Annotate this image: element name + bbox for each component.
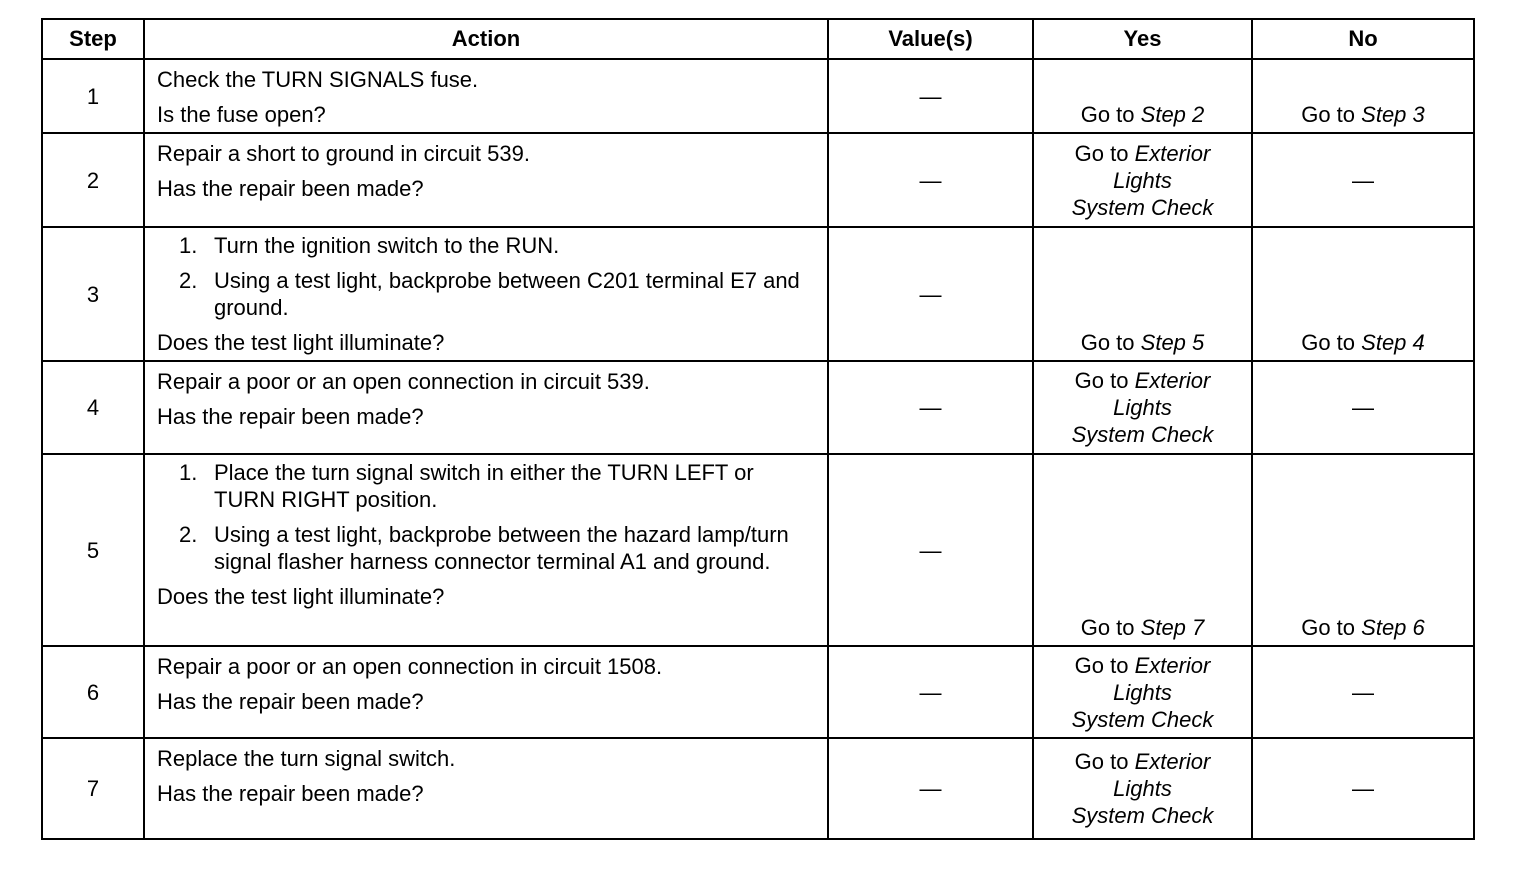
header-step: Step bbox=[42, 19, 144, 59]
goto-link[interactable]: Exterior bbox=[1134, 140, 1211, 166]
action-question: Has the repair been made? bbox=[157, 689, 424, 714]
step-number: 3 bbox=[42, 227, 144, 361]
step-number: 1 bbox=[42, 59, 144, 133]
substep-number: 1. bbox=[179, 233, 198, 258]
goto-link[interactable]: Lights bbox=[1113, 679, 1172, 705]
goto-link[interactable]: Exterior bbox=[1134, 368, 1211, 393]
action-cell bbox=[144, 646, 828, 738]
goto-prefix: Go to bbox=[1080, 330, 1135, 355]
goto-link[interactable]: Lights bbox=[1113, 167, 1172, 193]
no-cell bbox=[1252, 227, 1474, 361]
action-substep bbox=[157, 267, 815, 321]
no-cell: — bbox=[1252, 646, 1474, 738]
action-text: Check the TURN SIGNALS fuse. bbox=[157, 67, 479, 92]
table-row bbox=[42, 646, 1474, 738]
action-steps bbox=[157, 232, 815, 321]
action-question: Has the repair been made? bbox=[157, 176, 424, 201]
yes-cell bbox=[1033, 133, 1252, 227]
goto-prefix: Go to bbox=[1074, 749, 1129, 774]
value-cell: — bbox=[828, 454, 1033, 646]
table-row bbox=[42, 738, 1474, 839]
table-row bbox=[42, 361, 1474, 454]
goto-link[interactable]: Step 7 bbox=[1140, 615, 1205, 640]
table-row bbox=[42, 59, 1474, 133]
no-cell bbox=[1252, 454, 1474, 646]
yes-cell bbox=[1033, 361, 1252, 454]
step-number: 2 bbox=[42, 133, 144, 227]
goto-link[interactable]: Lights bbox=[1113, 395, 1172, 420]
goto-link[interactable]: Step 4 bbox=[1361, 330, 1425, 355]
substep-text: Turn the ignition switch to the RUN. bbox=[214, 233, 560, 258]
action-question: Has the repair been made? bbox=[157, 404, 424, 429]
goto-prefix: Go to bbox=[1074, 652, 1129, 678]
step-number: 5 bbox=[42, 454, 144, 646]
diagnostic-table bbox=[41, 18, 1475, 840]
action-substep bbox=[157, 232, 815, 259]
goto-prefix: Go to bbox=[1301, 102, 1356, 127]
goto-prefix: Go to bbox=[1080, 615, 1135, 640]
header-row bbox=[42, 19, 1474, 59]
step-number: 7 bbox=[42, 738, 144, 839]
table-row bbox=[42, 227, 1474, 361]
value-cell: — bbox=[828, 133, 1033, 227]
action-cell bbox=[144, 59, 828, 133]
header-values: Value(s) bbox=[828, 19, 1033, 59]
goto-prefix: Go to bbox=[1301, 615, 1356, 640]
yes-cell bbox=[1033, 227, 1252, 361]
action-cell bbox=[144, 227, 828, 361]
substep-text: Using a test light, backprobe between C201 terminal E7 and ground. bbox=[214, 268, 800, 320]
header-no: No bbox=[1252, 19, 1474, 59]
header-yes: Yes bbox=[1033, 19, 1252, 59]
table-row bbox=[42, 133, 1474, 227]
action-text: Repair a poor or an open connection in circuit 1508. bbox=[157, 654, 663, 679]
value-cell: — bbox=[828, 361, 1033, 454]
goto-link[interactable]: Step 3 bbox=[1361, 102, 1425, 127]
step-number: 6 bbox=[42, 646, 144, 738]
goto-link[interactable]: System Check bbox=[1071, 803, 1214, 828]
action-cell bbox=[144, 738, 828, 839]
substep-text: Using a test light, backprobe between the hazard lamp/turn signal flasher harness connector terminal A1 and ground. bbox=[214, 522, 789, 574]
yes-cell bbox=[1033, 454, 1252, 646]
table-row bbox=[42, 454, 1474, 646]
action-cell bbox=[144, 133, 828, 227]
goto-prefix: Go to bbox=[1074, 368, 1129, 393]
action-text: Repair a short to ground in circuit 539. bbox=[157, 141, 530, 166]
goto-link[interactable]: Exterior bbox=[1134, 749, 1211, 774]
goto-prefix: Go to bbox=[1080, 102, 1135, 127]
no-cell: — bbox=[1252, 361, 1474, 454]
goto-prefix: Go to bbox=[1301, 330, 1356, 355]
action-question: Has the repair been made? bbox=[157, 781, 424, 806]
goto-link[interactable]: Lights bbox=[1113, 776, 1172, 801]
value-cell: — bbox=[828, 646, 1033, 738]
goto-link[interactable]: Step 5 bbox=[1140, 330, 1205, 355]
header-action: Action bbox=[144, 19, 828, 59]
action-substep bbox=[157, 459, 815, 513]
value-cell: — bbox=[828, 59, 1033, 133]
action-cell bbox=[144, 454, 828, 646]
yes-cell bbox=[1033, 738, 1252, 839]
step-number: 4 bbox=[42, 361, 144, 454]
substep-text: Place the turn signal switch in either the TURN LEFT or TURN RIGHT position. bbox=[214, 460, 754, 512]
goto-link[interactable]: Step 2 bbox=[1140, 102, 1205, 127]
goto-link[interactable]: System Check bbox=[1071, 422, 1214, 447]
yes-cell bbox=[1033, 59, 1252, 133]
action-cell bbox=[144, 361, 828, 454]
substep-number: 2. bbox=[179, 268, 198, 293]
substep-number: 1. bbox=[179, 460, 198, 485]
substep-number: 2. bbox=[179, 522, 198, 547]
action-question: Does the test light illuminate? bbox=[157, 584, 445, 609]
no-cell bbox=[1252, 59, 1474, 133]
goto-link[interactable]: Exterior bbox=[1134, 652, 1211, 678]
goto-link[interactable]: System Check bbox=[1071, 706, 1214, 732]
action-text: Replace the turn signal switch. bbox=[157, 746, 456, 771]
no-cell: — bbox=[1252, 738, 1474, 839]
action-question: Is the fuse open? bbox=[157, 102, 326, 127]
value-cell: — bbox=[828, 738, 1033, 839]
no-cell: — bbox=[1252, 133, 1474, 227]
value-cell: — bbox=[828, 227, 1033, 361]
yes-cell bbox=[1033, 646, 1252, 738]
goto-link[interactable]: System Check bbox=[1071, 194, 1214, 220]
action-text: Repair a poor or an open connection in circuit 539. bbox=[157, 369, 650, 394]
goto-link[interactable]: Step 6 bbox=[1361, 615, 1425, 640]
action-question: Does the test light illuminate? bbox=[157, 330, 445, 355]
action-steps bbox=[157, 459, 815, 575]
action-substep bbox=[157, 521, 815, 575]
goto-prefix: Go to bbox=[1074, 140, 1129, 166]
